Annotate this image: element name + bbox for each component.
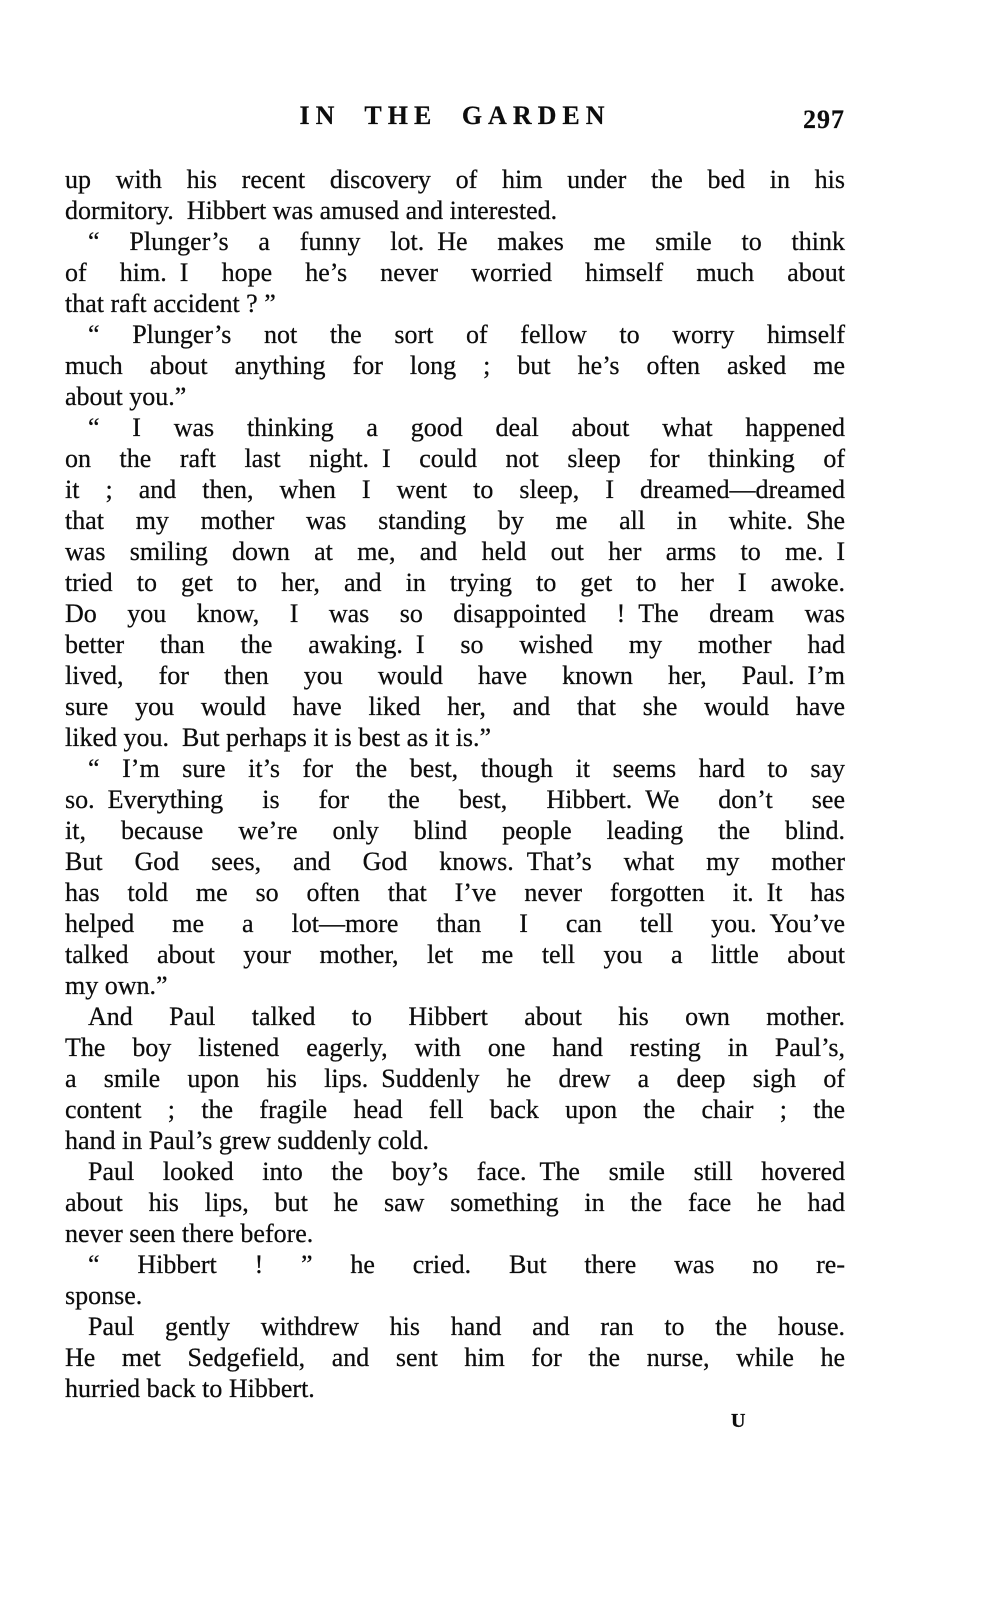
text-line: “ Plunger’s not the sort of fellow to worry himself <box>88 320 845 349</box>
text-line: “ I’m sure it’s for the best, though it seems hard to say <box>88 754 845 783</box>
text-line: dormitory. Hibbert was amused and interested. <box>65 196 558 225</box>
text-line: up with his recent discovery of him under the bed in his <box>65 165 845 194</box>
text-line: much about anything for long ; but he’s often asked me <box>65 351 845 380</box>
text-line: hurried back to Hibbert. <box>65 1374 315 1403</box>
text-line: my own.” <box>65 971 168 1000</box>
text-line: tried to get to her, and in trying to get to her I awoke. <box>65 568 845 597</box>
text-line: content ; the fragile head fell back upon the chair ; the <box>65 1095 845 1124</box>
text-line: of him. I hope he’s never worried himself much about <box>65 258 845 287</box>
text-line: “ I was thinking a good deal about what happened <box>88 413 845 442</box>
text-line: about his lips, but he saw something in the face he had <box>65 1188 845 1217</box>
text-line: that my mother was standing by me all in white. She <box>65 506 845 535</box>
text-line: But God sees, and God knows. That’s what my mother <box>65 847 845 876</box>
text-line: so. Everything is for the best, Hibbert. We don’t see <box>65 785 845 814</box>
paragraph <box>65 1311 845 1404</box>
paragraph <box>65 226 845 319</box>
text-line: Paul gently withdrew his hand and ran to the house. <box>88 1312 845 1341</box>
paragraph <box>65 319 845 412</box>
text-line: it, because we’re only blind people leading the blind. <box>65 816 845 845</box>
body-text <box>65 164 845 1404</box>
text-line: talked about your mother, let me tell you a little about <box>65 940 845 969</box>
paragraph <box>65 164 845 226</box>
text-line: The boy listened eagerly, with one hand resting in Paul’s, <box>65 1033 845 1062</box>
paragraph <box>65 1156 845 1249</box>
text-line: He met Sedgefield, and sent him for the nurse, while he <box>65 1343 845 1372</box>
text-line: hand in Paul’s grew suddenly cold. <box>65 1126 429 1155</box>
text-line: “ Plunger’s a funny lot. He makes me smile to think <box>88 227 845 256</box>
paragraph <box>65 753 845 1001</box>
text-line: liked you. But perhaps it is best as it is.” <box>65 723 492 752</box>
text-line: was smiling down at me, and held out her arms to me. I <box>65 537 845 566</box>
text-line: “ Hibbert ! ” he cried. But there was no re- <box>88 1250 845 1279</box>
text-line: lived, for then you would have known her, Paul. I’m <box>65 661 845 690</box>
paragraph <box>65 1249 845 1311</box>
signature-mark: U <box>731 1410 746 1432</box>
chapter-title: IN THE GARDEN <box>299 101 611 130</box>
paragraph <box>65 412 845 753</box>
page-number: 297 <box>803 105 845 134</box>
text-line: And Paul talked to Hibbert about his own mother. <box>88 1002 845 1031</box>
text-line: on the raft last night. I could not sleep for thinking of <box>65 444 845 473</box>
text-line: a smile upon his lips. Suddenly he drew a deep sigh of <box>65 1064 845 1093</box>
text-line: sure you would have liked her, and that she would have <box>65 692 845 721</box>
text-line: it ; and then, when I went to sleep, I dreamed—dreamed <box>65 475 845 504</box>
text-line: sponse. <box>65 1281 143 1310</box>
text-line: better than the awaking. I so wished my mother had <box>65 630 845 659</box>
running-head <box>65 101 845 135</box>
text-line: has told me so often that I’ve never forgotten it. It has <box>65 878 845 907</box>
text-line: Do you know, I was so disappointed ! The dream was <box>65 599 845 628</box>
text-line: Paul looked into the boy’s face. The smile still hovered <box>88 1157 845 1186</box>
text-line: about you.” <box>65 382 187 411</box>
text-line: that raft accident ? ” <box>65 289 276 318</box>
text-line: never seen there before. <box>65 1219 314 1248</box>
paragraph <box>65 1001 845 1156</box>
text-line: helped me a lot—more than I can tell you. You’ve <box>65 909 845 938</box>
